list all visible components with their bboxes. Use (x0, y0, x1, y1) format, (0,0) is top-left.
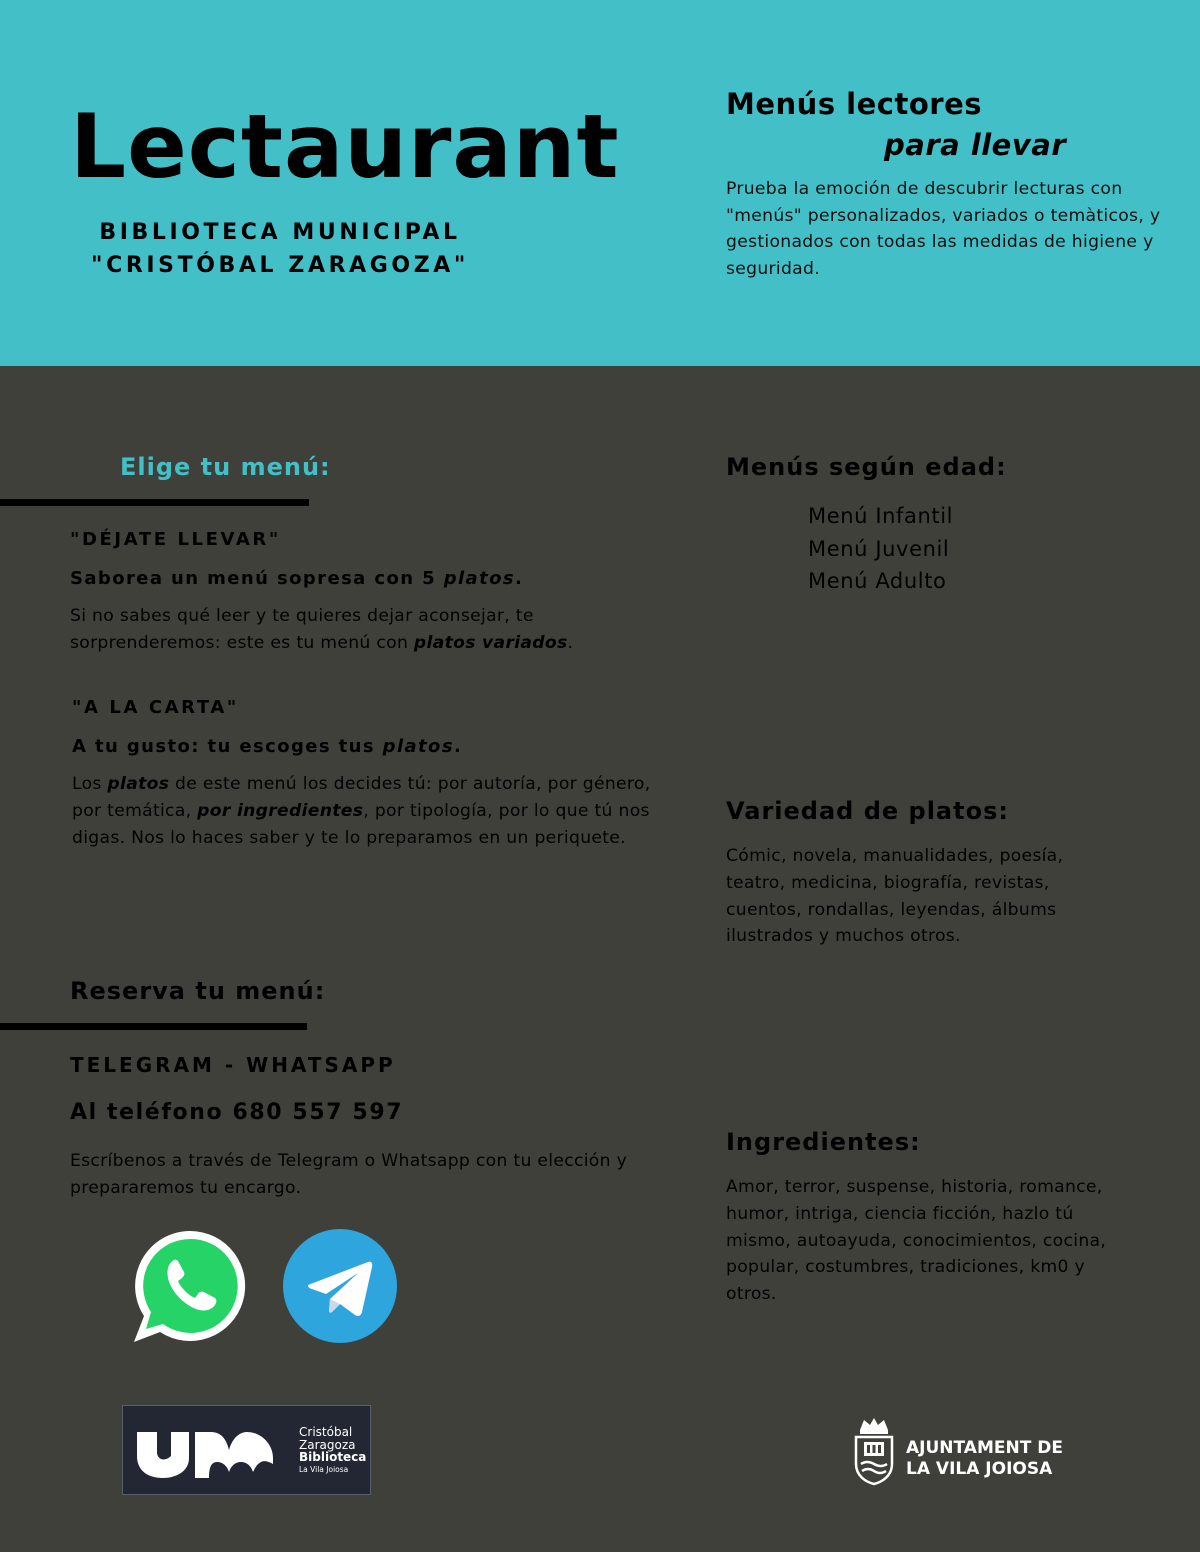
coat-of-arms-icon (852, 1416, 896, 1486)
variedad-heading: Variedad de platos: (726, 797, 1009, 825)
dejate-text-end: . (567, 632, 574, 653)
subtitle-line-2: "CRISTÓBAL ZARAGOZA" (91, 253, 469, 278)
reserva-text: Escríbenos a través de Telegram o Whatsapp con tu elección y prepararemos tu encargo. (70, 1151, 628, 1198)
library-logo-line-1: Cristóbal (299, 1425, 353, 1439)
menus-heading: Menús lectores (726, 87, 982, 121)
intro-text: Prueba la emoción de descubrir lecturas con "menús" personalizados, variados o temàticos, y gestionados con todas las medidas de higiene y seguridad. (726, 179, 1161, 279)
elige-rule (0, 499, 309, 506)
carta-text-bold-b: por ingredientes (197, 800, 364, 821)
edad-heading: Menús según edad: (726, 453, 1007, 481)
carta-text-bold-a: platos (107, 774, 170, 794)
town-council-text (906, 1438, 1063, 1480)
dejate-text-a: Si no sabes qué leer y te quieres dejar aconsejar, te sorprenderemos: este es tu menú con (70, 606, 534, 653)
town-council-logo (852, 1416, 1072, 1486)
dejate-lead-end: . (515, 568, 524, 589)
town-line-1: AJUNTAMENT DE (906, 1438, 1063, 1458)
whatsapp-icon[interactable] (130, 1226, 250, 1346)
dejate-text-bold: platos variados (413, 632, 568, 653)
carta-text-b: de este menú los decides tú: por autoría, por género, por temática, (72, 774, 651, 821)
menus-heading-italic: para llevar (884, 128, 1067, 162)
carta-text-c: , por tipología, por lo que tú nos digas. Nos lo haces saber y te lo preparamos en un periquete. (72, 800, 650, 848)
list-item: Menú Adulto (808, 569, 947, 593)
library-logo-line-4: La Vila Joiosa (299, 1464, 349, 1474)
carta-text-a: Los (72, 774, 108, 794)
library-logo-line-2: Zaragoza (299, 1437, 356, 1452)
list-item: Menú Juvenil (808, 536, 950, 561)
library-logo (122, 1405, 371, 1495)
subtitle-line-1: BIBLIOTECA MUNICIPAL (99, 220, 461, 245)
carta-caption: "A LA CARTA" (72, 697, 239, 718)
carta-lead-italic: platos (382, 736, 454, 757)
dejate-lead-italic: platos (443, 568, 515, 589)
age-menu-list (808, 500, 953, 598)
town-line-2: LA VILA JOIOSA (906, 1459, 1053, 1479)
reserva-channels: TELEGRAM - WHATSAPP (70, 1053, 396, 1077)
library-logo-text (299, 1426, 366, 1476)
dejate-lead (70, 567, 523, 591)
carta-lead (72, 735, 462, 759)
dejate-caption: "DÉJATE LLEVAR" (70, 529, 281, 550)
reserva-phone: Al teléfono 680 557 597 (70, 1100, 404, 1125)
library-mark-icon (123, 1406, 283, 1496)
carta-text (72, 771, 664, 851)
variedad-text: Cómic, novela, manualidades, poesía, teatro, medicina, biografía, revistas, cuentos, rondallas, leyendas, álbums ilustrados y muchos otros. (726, 846, 1064, 947)
dejate-text (70, 603, 660, 657)
carta-lead-text: A tu gusto: tu escoges tus (72, 736, 383, 757)
dejate-lead-text: Saborea un menú sopresa con 5 (70, 568, 444, 589)
list-item: Menú Infantil (808, 504, 954, 528)
library-subtitle (70, 216, 490, 282)
ingredientes-heading: Ingredientes: (726, 1128, 921, 1156)
reserva-rule (0, 1023, 307, 1030)
page-title: Lectaurant (70, 95, 620, 198)
carta-lead-end: . (453, 736, 463, 757)
library-logo-line-3: Biblioteca (299, 1450, 367, 1464)
telegram-icon[interactable] (282, 1228, 398, 1344)
elige-heading: Elige tu menú: (120, 453, 331, 481)
ingredientes-text: Amor, terror, suspense, historia, romance, humor, intriga, ciencia ficción, hazlo tú mismo, autoayuda, conocimientos, cocina, popular, costumbres, tradiciones, km0 y otros. (726, 1177, 1107, 1305)
reserva-heading: Reserva tu menú: (70, 977, 326, 1005)
